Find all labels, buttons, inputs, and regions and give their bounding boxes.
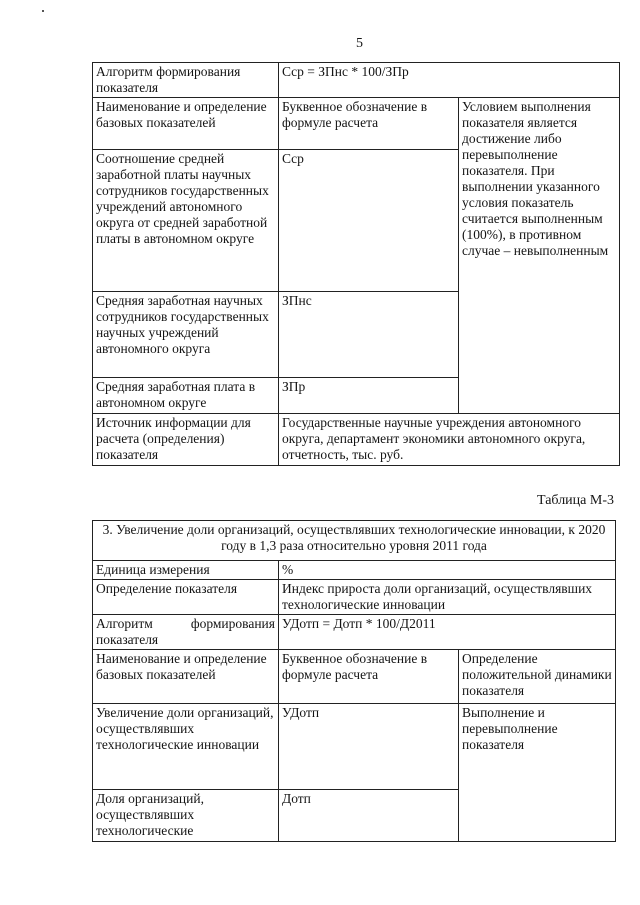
formula: УДотп = Дотп * 100/Д2011 xyxy=(279,615,616,650)
table-caption: Таблица М-3 xyxy=(537,493,614,508)
condition-cell: Условием выполнения показателя является достижение либо перевыполнение показателя. При выполнении указанного условия показатель считается выполненным (100%), в противном случае – невыполненным xyxy=(459,98,620,414)
table-row xyxy=(93,615,616,650)
page-number: 5 xyxy=(356,36,363,51)
algorithm-label: Алгоритм формирования показателя xyxy=(93,63,279,98)
table-header-row xyxy=(93,98,620,150)
table-header-row xyxy=(93,650,616,704)
unit-label: Единица измерения xyxy=(93,561,279,580)
table-row xyxy=(93,414,620,466)
positive-dynamics-definition: Выполнение и перевыполнение показателя xyxy=(459,704,616,842)
table-row xyxy=(93,63,620,98)
base-indicator-symbol: Сср xyxy=(279,150,459,292)
base-indicator-symbol: ЗПр xyxy=(279,378,459,414)
scan-mark xyxy=(42,10,44,12)
table-row xyxy=(93,580,616,615)
column-header-symbol: Буквенное обозначение в формуле расчета xyxy=(279,650,459,704)
base-indicator-name: Средняя заработная плата в автономном округе xyxy=(93,378,279,414)
base-indicator-symbol: Дотп xyxy=(279,790,459,842)
definition-label: Определение показателя xyxy=(93,580,279,615)
base-indicator-name: Доля организаций, осуществлявших технологические xyxy=(93,790,279,842)
definition-value: Индекс прироста доли организаций, осуществлявших технологические инновации xyxy=(279,580,616,615)
table-title-row xyxy=(93,521,616,561)
base-indicator-symbol: ЗПнс xyxy=(279,292,459,378)
algorithm-label: Алгоритм формирования показателя xyxy=(93,615,279,650)
base-indicator-name: Увеличение доли организаций, осуществлявших технологические инновации xyxy=(93,704,279,790)
indicator-table-2 xyxy=(92,520,616,842)
indicator-table-1 xyxy=(92,62,620,466)
column-header-definition: Определение положительной динамики показателя xyxy=(459,650,616,704)
column-header-symbol: Буквенное обозначение в формуле расчета xyxy=(279,98,459,150)
column-header-name: Наименование и определение базовых показателей xyxy=(93,650,279,704)
table-row xyxy=(93,704,616,790)
source-label: Источник информации для расчета (определения) показателя xyxy=(93,414,279,466)
base-indicator-symbol: УДотп xyxy=(279,704,459,790)
base-indicator-name: Соотношение средней заработной платы научных сотрудников государственных учреждений автономного округа от средней заработной платы в автономном округе xyxy=(93,150,279,292)
indicator-title: 3. Увеличение доли организаций, осуществлявших технологические инновации, к 2020 году в 1,3 раза относительно уровня 2011 года xyxy=(93,521,616,561)
table-row xyxy=(93,561,616,580)
unit-value: % xyxy=(279,561,616,580)
base-indicator-name: Средняя заработная научных сотрудников государственных научных учреждений автономного округа xyxy=(93,292,279,378)
column-header-name: Наименование и определение базовых показателей xyxy=(93,98,279,150)
formula: Сср = ЗПнс * 100/ЗПр xyxy=(279,63,620,98)
source-text: Государственные научные учреждения автономного округа, департамент экономики автономного округа, отчетность, тыс. руб. xyxy=(279,414,620,466)
